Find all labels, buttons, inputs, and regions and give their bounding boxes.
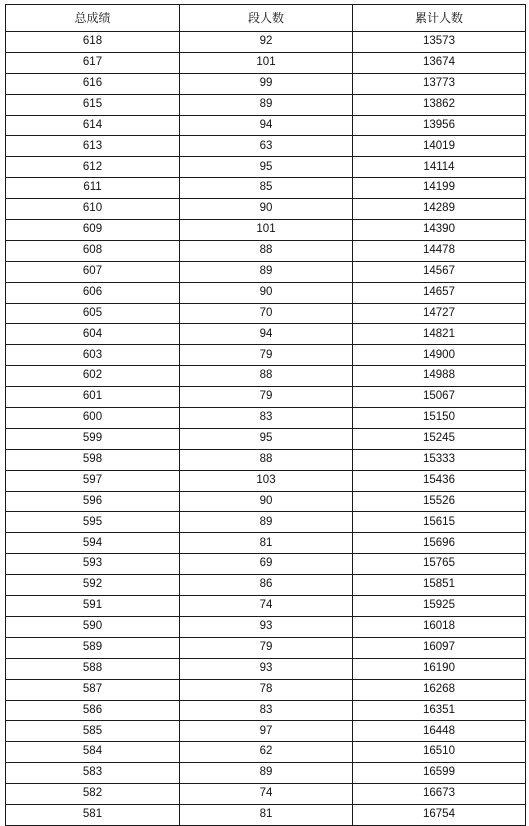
cell-segment-count: 97 <box>180 721 353 742</box>
cell-total-score: 596 <box>6 491 180 512</box>
cell-segment-count: 90 <box>180 491 353 512</box>
cell-segment-count: 93 <box>180 658 353 679</box>
table-row <box>6 366 526 387</box>
cell-total-score: 600 <box>6 408 180 429</box>
table-row <box>6 491 526 512</box>
table-row <box>6 512 526 533</box>
cell-cumulative-count: 15696 <box>353 533 526 554</box>
cell-cumulative-count: 15925 <box>353 596 526 617</box>
table-row <box>6 94 526 115</box>
cell-total-score: 604 <box>6 324 180 345</box>
cell-total-score: 581 <box>6 804 180 825</box>
cell-cumulative-count: 16448 <box>353 721 526 742</box>
cell-total-score: 615 <box>6 94 180 115</box>
cell-total-score: 588 <box>6 658 180 679</box>
cell-cumulative-count: 14199 <box>353 178 526 199</box>
cell-total-score: 617 <box>6 52 180 73</box>
cell-total-score: 585 <box>6 721 180 742</box>
cell-segment-count: 70 <box>180 303 353 324</box>
cell-cumulative-count: 16510 <box>353 742 526 763</box>
cell-cumulative-count: 15436 <box>353 470 526 491</box>
cell-segment-count: 79 <box>180 387 353 408</box>
cell-total-score: 598 <box>6 449 180 470</box>
cell-cumulative-count: 16351 <box>353 700 526 721</box>
cell-cumulative-count: 16018 <box>353 616 526 637</box>
cell-total-score: 607 <box>6 261 180 282</box>
cell-segment-count: 81 <box>180 533 353 554</box>
cell-total-score: 613 <box>6 136 180 157</box>
header-segment-count: 段人数 <box>180 5 353 32</box>
cell-total-score: 586 <box>6 700 180 721</box>
cell-total-score: 595 <box>6 512 180 533</box>
cell-segment-count: 90 <box>180 282 353 303</box>
cell-segment-count: 99 <box>180 73 353 94</box>
cell-segment-count: 69 <box>180 554 353 575</box>
cell-cumulative-count: 15333 <box>353 449 526 470</box>
cell-cumulative-count: 14821 <box>353 324 526 345</box>
cell-segment-count: 78 <box>180 679 353 700</box>
cell-cumulative-count: 13573 <box>353 32 526 53</box>
table-row <box>6 616 526 637</box>
cell-total-score: 599 <box>6 428 180 449</box>
cell-cumulative-count: 13674 <box>353 52 526 73</box>
cell-cumulative-count: 15851 <box>353 575 526 596</box>
cell-cumulative-count: 15615 <box>353 512 526 533</box>
table-row <box>6 199 526 220</box>
table-row <box>6 596 526 617</box>
table-row <box>6 637 526 658</box>
cell-cumulative-count: 16190 <box>353 658 526 679</box>
cell-total-score: 616 <box>6 73 180 94</box>
table-row <box>6 554 526 575</box>
cell-segment-count: 103 <box>180 470 353 491</box>
cell-total-score: 612 <box>6 157 180 178</box>
cell-segment-count: 92 <box>180 32 353 53</box>
cell-cumulative-count: 14390 <box>353 220 526 241</box>
cell-cumulative-count: 14019 <box>353 136 526 157</box>
table-row <box>6 408 526 429</box>
table-row <box>6 679 526 700</box>
cell-segment-count: 101 <box>180 220 353 241</box>
cell-segment-count: 83 <box>180 408 353 429</box>
cell-segment-count: 95 <box>180 428 353 449</box>
cell-total-score: 593 <box>6 554 180 575</box>
cell-cumulative-count: 13862 <box>353 94 526 115</box>
score-distribution-table <box>5 4 526 826</box>
cell-cumulative-count: 14988 <box>353 366 526 387</box>
table-row <box>6 32 526 53</box>
cell-cumulative-count: 14478 <box>353 240 526 261</box>
cell-segment-count: 89 <box>180 763 353 784</box>
table-row <box>6 533 526 554</box>
cell-segment-count: 83 <box>180 700 353 721</box>
cell-total-score: 618 <box>6 32 180 53</box>
table-row <box>6 804 526 825</box>
cell-total-score: 590 <box>6 616 180 637</box>
table-row <box>6 387 526 408</box>
cell-segment-count: 93 <box>180 616 353 637</box>
cell-segment-count: 74 <box>180 596 353 617</box>
cell-segment-count: 74 <box>180 784 353 805</box>
table-row <box>6 52 526 73</box>
table-row <box>6 763 526 784</box>
table-row <box>6 470 526 491</box>
cell-segment-count: 89 <box>180 512 353 533</box>
table-row <box>6 742 526 763</box>
header-cumulative-count: 累计人数 <box>353 5 526 32</box>
cell-cumulative-count: 15526 <box>353 491 526 512</box>
table-row <box>6 345 526 366</box>
cell-total-score: 609 <box>6 220 180 241</box>
cell-segment-count: 88 <box>180 366 353 387</box>
cell-cumulative-count: 14289 <box>353 199 526 220</box>
table-row <box>6 575 526 596</box>
table-row <box>6 115 526 136</box>
table-row <box>6 136 526 157</box>
cell-total-score: 606 <box>6 282 180 303</box>
cell-segment-count: 88 <box>180 449 353 470</box>
cell-total-score: 601 <box>6 387 180 408</box>
cell-segment-count: 79 <box>180 637 353 658</box>
table-row <box>6 324 526 345</box>
cell-segment-count: 94 <box>180 115 353 136</box>
cell-total-score: 603 <box>6 345 180 366</box>
cell-segment-count: 94 <box>180 324 353 345</box>
cell-cumulative-count: 15067 <box>353 387 526 408</box>
table-row <box>6 178 526 199</box>
cell-segment-count: 79 <box>180 345 353 366</box>
cell-segment-count: 81 <box>180 804 353 825</box>
cell-cumulative-count: 13956 <box>353 115 526 136</box>
table-row <box>6 721 526 742</box>
cell-total-score: 589 <box>6 637 180 658</box>
cell-segment-count: 101 <box>180 52 353 73</box>
header-total-score: 总成绩 <box>6 5 180 32</box>
cell-total-score: 610 <box>6 199 180 220</box>
cell-cumulative-count: 14114 <box>353 157 526 178</box>
table-row <box>6 784 526 805</box>
cell-total-score: 582 <box>6 784 180 805</box>
cell-segment-count: 62 <box>180 742 353 763</box>
header-row <box>6 5 526 32</box>
cell-total-score: 602 <box>6 366 180 387</box>
table-row <box>6 428 526 449</box>
cell-cumulative-count: 16097 <box>353 637 526 658</box>
cell-cumulative-count: 14657 <box>353 282 526 303</box>
cell-cumulative-count: 14900 <box>353 345 526 366</box>
cell-cumulative-count: 16268 <box>353 679 526 700</box>
cell-cumulative-count: 15765 <box>353 554 526 575</box>
cell-total-score: 587 <box>6 679 180 700</box>
cell-segment-count: 95 <box>180 157 353 178</box>
table-row <box>6 449 526 470</box>
cell-cumulative-count: 14727 <box>353 303 526 324</box>
table-row <box>6 282 526 303</box>
table-row <box>6 303 526 324</box>
cell-total-score: 594 <box>6 533 180 554</box>
cell-total-score: 597 <box>6 470 180 491</box>
cell-total-score: 605 <box>6 303 180 324</box>
cell-cumulative-count: 14567 <box>353 261 526 282</box>
cell-segment-count: 85 <box>180 178 353 199</box>
table-body <box>6 32 526 826</box>
cell-total-score: 614 <box>6 115 180 136</box>
cell-segment-count: 88 <box>180 240 353 261</box>
cell-cumulative-count: 15150 <box>353 408 526 429</box>
cell-segment-count: 89 <box>180 94 353 115</box>
cell-cumulative-count: 16599 <box>353 763 526 784</box>
cell-cumulative-count: 16673 <box>353 784 526 805</box>
cell-cumulative-count: 13773 <box>353 73 526 94</box>
cell-segment-count: 90 <box>180 199 353 220</box>
table-row <box>6 240 526 261</box>
cell-cumulative-count: 15245 <box>353 428 526 449</box>
cell-total-score: 583 <box>6 763 180 784</box>
cell-total-score: 608 <box>6 240 180 261</box>
cell-total-score: 611 <box>6 178 180 199</box>
cell-segment-count: 86 <box>180 575 353 596</box>
table-row <box>6 73 526 94</box>
cell-segment-count: 63 <box>180 136 353 157</box>
table-row <box>6 261 526 282</box>
table-row <box>6 658 526 679</box>
cell-total-score: 584 <box>6 742 180 763</box>
table-row <box>6 157 526 178</box>
table-header <box>6 5 526 32</box>
table-row <box>6 700 526 721</box>
cell-total-score: 591 <box>6 596 180 617</box>
cell-cumulative-count: 16754 <box>353 804 526 825</box>
table-row <box>6 220 526 241</box>
cell-total-score: 592 <box>6 575 180 596</box>
cell-segment-count: 89 <box>180 261 353 282</box>
